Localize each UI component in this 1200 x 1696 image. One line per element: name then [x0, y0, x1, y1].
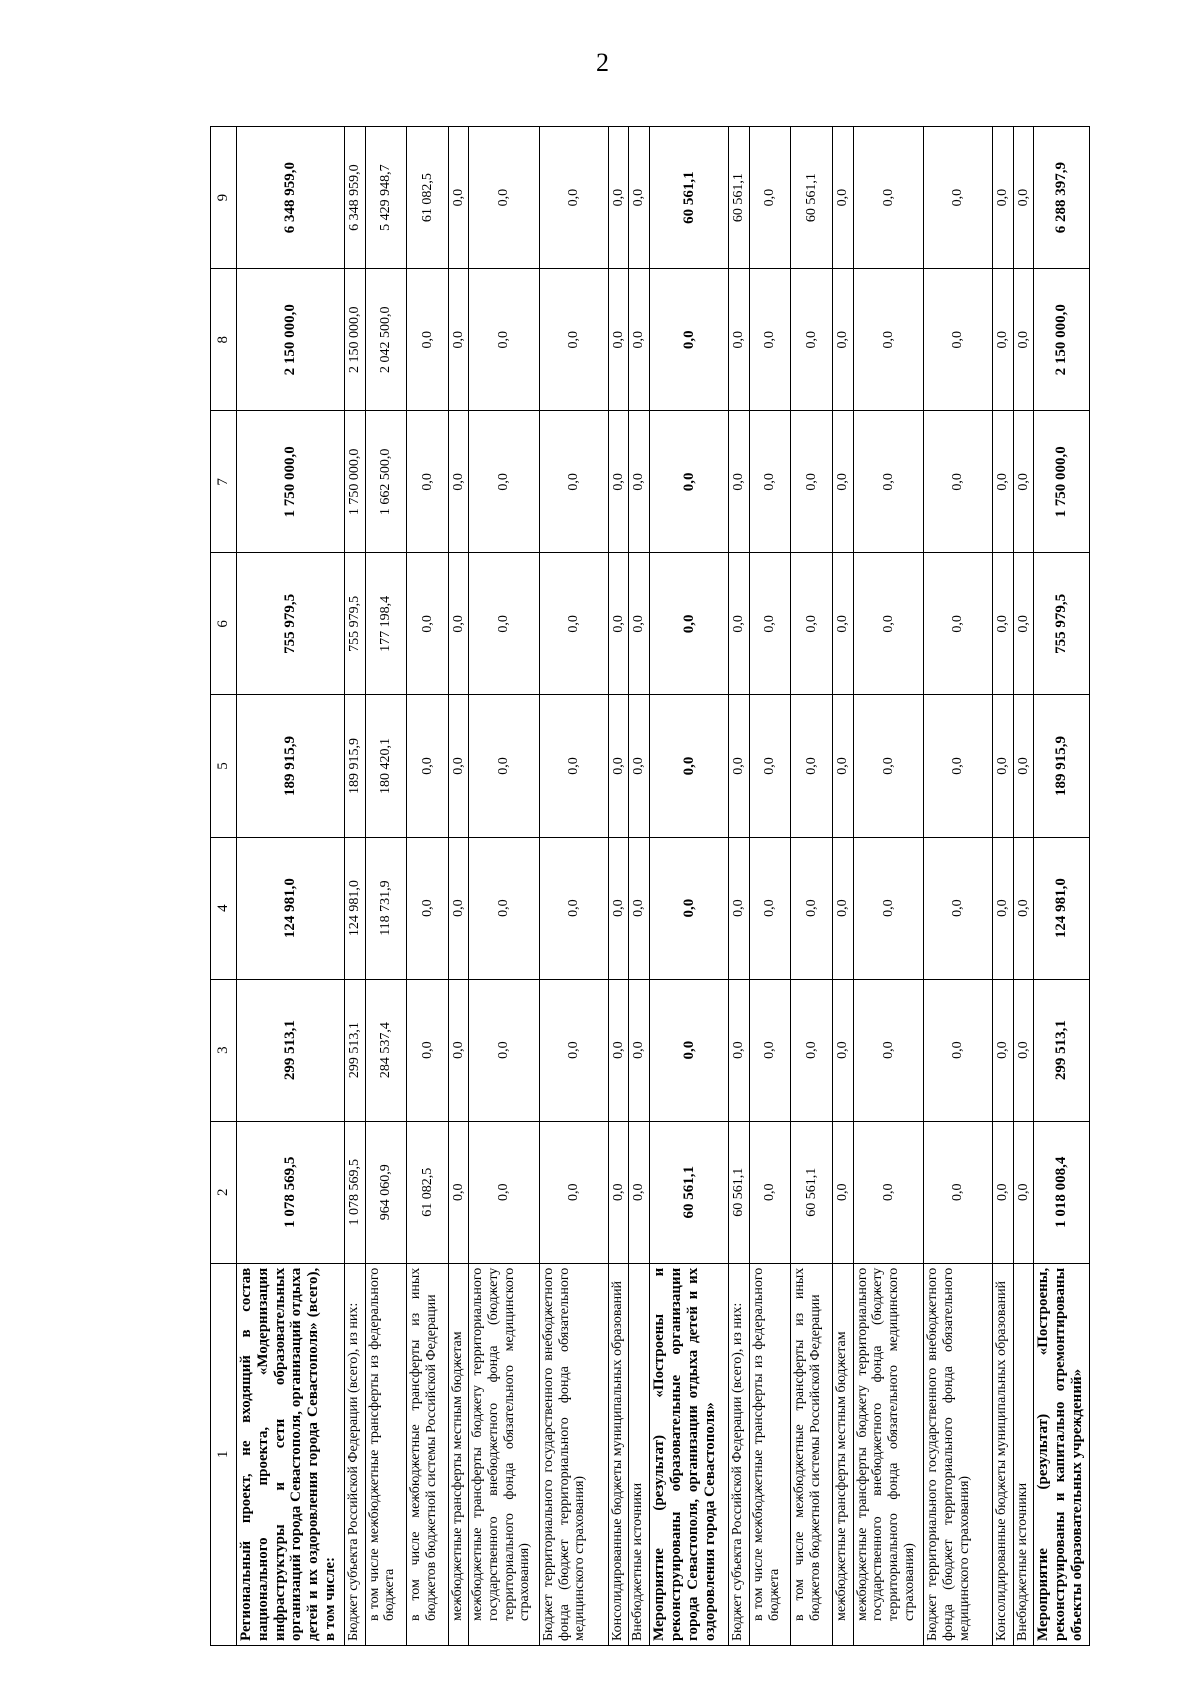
value-cell: 0,0 — [791, 979, 833, 1121]
value-cell: 0,0 — [1013, 127, 1034, 269]
value-cell: 0,0 — [448, 127, 469, 269]
value-cell: 0,0 — [650, 979, 729, 1121]
value-cell: 0,0 — [629, 695, 650, 837]
header-cell: 9 — [211, 127, 237, 269]
header-cell: 7 — [211, 411, 237, 553]
value-cell: 0,0 — [1013, 837, 1034, 979]
table-row — [540, 127, 609, 1646]
value-cell: 0,0 — [832, 837, 853, 979]
value-cell: 0,0 — [469, 269, 540, 411]
header-cell: 8 — [211, 269, 237, 411]
value-cell: 0,0 — [832, 269, 853, 411]
value-cell: 299 513,1 — [344, 979, 365, 1121]
value-cell: 0,0 — [791, 837, 833, 979]
value-cell: 2 150 000,0 — [237, 269, 345, 411]
value-cell: 0,0 — [650, 837, 729, 979]
value-cell: 0,0 — [407, 837, 449, 979]
value-cell: 0,0 — [791, 269, 833, 411]
value-cell: 0,0 — [608, 127, 629, 269]
value-cell: 0,0 — [469, 553, 540, 695]
header-cell: 6 — [211, 553, 237, 695]
value-cell: 755 979,5 — [237, 553, 345, 695]
value-cell: 0,0 — [924, 979, 993, 1121]
row-label: межбюджетные трансферты местным бюджетам — [832, 1263, 853, 1645]
value-cell: 0,0 — [469, 837, 540, 979]
value-cell: 0,0 — [924, 1121, 993, 1263]
value-cell: 1 018 008,4 — [1034, 1121, 1090, 1263]
table-row — [448, 127, 469, 1646]
value-cell: 0,0 — [469, 127, 540, 269]
value-cell: 0,0 — [832, 695, 853, 837]
table-row — [791, 127, 833, 1646]
value-cell: 0,0 — [853, 1121, 924, 1263]
value-cell: 0,0 — [608, 1121, 629, 1263]
value-cell: 0,0 — [407, 553, 449, 695]
value-cell: 0,0 — [853, 127, 924, 269]
table-row — [992, 127, 1013, 1646]
table-row — [237, 127, 345, 1646]
value-cell: 0,0 — [924, 411, 993, 553]
value-cell: 0,0 — [540, 127, 609, 269]
value-cell: 0,0 — [650, 695, 729, 837]
value-cell: 0,0 — [924, 553, 993, 695]
value-cell: 0,0 — [608, 411, 629, 553]
value-cell: 0,0 — [832, 979, 853, 1121]
value-cell: 0,0 — [608, 837, 629, 979]
value-cell: 0,0 — [1013, 411, 1034, 553]
row-label: Консолидированные бюджеты муниципальных образований — [992, 1263, 1013, 1645]
value-cell: 0,0 — [924, 269, 993, 411]
table-row — [729, 127, 750, 1646]
value-cell: 0,0 — [608, 979, 629, 1121]
value-cell: 0,0 — [832, 1121, 853, 1263]
table-row — [650, 127, 729, 1646]
row-label: межбюджетные трансферты бюджету территориального государственного внебюджетного фонда (бюджету территориального фонда обязательного медицинского страхования) — [853, 1263, 924, 1645]
row-label: межбюджетные трансферты бюджету территориального государственного внебюджетного фонда (бюджету территориального фонда обязательного медицинского страхования) — [469, 1263, 540, 1645]
value-cell: 0,0 — [729, 979, 750, 1121]
value-cell: 0,0 — [629, 553, 650, 695]
value-cell: 0,0 — [992, 979, 1013, 1121]
value-cell: 0,0 — [832, 411, 853, 553]
value-cell: 0,0 — [729, 553, 750, 695]
table-row — [924, 127, 993, 1646]
value-cell: 1 750 000,0 — [237, 411, 345, 553]
value-cell: 0,0 — [469, 979, 540, 1121]
table-row — [629, 127, 650, 1646]
header-cell: 3 — [211, 979, 237, 1121]
table-row — [1034, 127, 1090, 1646]
value-cell: 755 979,5 — [1034, 553, 1090, 695]
value-cell: 60 561,1 — [650, 1121, 729, 1263]
value-cell: 0,0 — [992, 127, 1013, 269]
value-cell: 0,0 — [749, 411, 791, 553]
value-cell: 0,0 — [924, 837, 993, 979]
value-cell: 0,0 — [650, 411, 729, 553]
value-cell: 0,0 — [629, 979, 650, 1121]
value-cell: 0,0 — [832, 553, 853, 695]
value-cell: 0,0 — [407, 411, 449, 553]
table-body — [237, 127, 1090, 1646]
value-cell: 0,0 — [1013, 695, 1034, 837]
value-cell: 0,0 — [924, 127, 993, 269]
row-label: Бюджет территориального государственного внебюджетного фонда (бюджет территориального фонда обязательного медицинского страхования) — [924, 1263, 993, 1645]
value-cell: 964 060,9 — [365, 1121, 407, 1263]
value-cell: 0,0 — [992, 269, 1013, 411]
value-cell: 0,0 — [540, 837, 609, 979]
header-cell: 4 — [211, 837, 237, 979]
value-cell: 0,0 — [853, 269, 924, 411]
value-cell: 755 979,5 — [344, 553, 365, 695]
value-cell: 189 915,9 — [344, 695, 365, 837]
value-cell: 0,0 — [629, 837, 650, 979]
value-cell: 6 348 959,0 — [237, 127, 345, 269]
value-cell: 0,0 — [729, 411, 750, 553]
value-cell: 177 198,4 — [365, 553, 407, 695]
value-cell: 0,0 — [992, 553, 1013, 695]
value-cell: 0,0 — [469, 411, 540, 553]
value-cell: 1 078 569,5 — [237, 1121, 345, 1263]
value-cell: 0,0 — [1013, 979, 1034, 1121]
value-cell: 61 082,5 — [407, 1121, 449, 1263]
value-cell: 0,0 — [791, 553, 833, 695]
value-cell: 0,0 — [791, 695, 833, 837]
value-cell: 284 537,4 — [365, 979, 407, 1121]
value-cell: 0,0 — [749, 1121, 791, 1263]
table-row — [749, 127, 791, 1646]
row-label: в том числе межбюджетные трансферты из федерального бюджета — [365, 1263, 407, 1645]
value-cell: 124 981,0 — [237, 837, 345, 979]
row-label: межбюджетные трансферты местным бюджетам — [448, 1263, 469, 1645]
value-cell: 0,0 — [791, 411, 833, 553]
value-cell: 124 981,0 — [344, 837, 365, 979]
value-cell: 0,0 — [650, 553, 729, 695]
value-cell: 0,0 — [448, 979, 469, 1121]
value-cell: 0,0 — [448, 837, 469, 979]
value-cell: 0,0 — [853, 553, 924, 695]
table-row — [469, 127, 540, 1646]
value-cell: 0,0 — [540, 1121, 609, 1263]
table-row — [407, 127, 449, 1646]
value-cell: 0,0 — [448, 553, 469, 695]
value-cell: 2 150 000,0 — [1034, 269, 1090, 411]
value-cell: 2 042 500,0 — [365, 269, 407, 411]
value-cell: 0,0 — [629, 411, 650, 553]
value-cell: 0,0 — [448, 1121, 469, 1263]
value-cell: 0,0 — [540, 695, 609, 837]
value-cell: 60 561,1 — [729, 1121, 750, 1263]
row-label: Внебюджетные источники — [629, 1263, 650, 1645]
row-label: Региональный проект, не входящий в состав национального проекта, «Модернизация инфраструктуры и сети образовательных организаций города Севастополя, организаций отдыха детей и их оздоровления города Севастополя» (всего), в том числе: — [237, 1263, 345, 1645]
value-cell: 0,0 — [853, 979, 924, 1121]
value-cell: 1 078 569,5 — [344, 1121, 365, 1263]
row-label: Бюджет субъекта Российской Федерации (всего), из них: — [344, 1263, 365, 1645]
value-cell: 0,0 — [924, 695, 993, 837]
value-cell: 5 429 948,7 — [365, 127, 407, 269]
value-cell: 0,0 — [448, 411, 469, 553]
table-row — [365, 127, 407, 1646]
value-cell: 0,0 — [448, 269, 469, 411]
row-label: в том числе межбюджетные трансферты из иных бюджетов бюджетной системы Российской Федерации — [791, 1263, 833, 1645]
row-label: Мероприятие (результат) «Построены, реконструированы и капитально отремонтированы объекты образовательных учреждений» — [1034, 1263, 1090, 1645]
value-cell: 0,0 — [749, 553, 791, 695]
value-cell: 180 420,1 — [365, 695, 407, 837]
value-cell: 0,0 — [540, 553, 609, 695]
value-cell: 0,0 — [540, 411, 609, 553]
table-row — [344, 127, 365, 1646]
table-row — [832, 127, 853, 1646]
value-cell: 0,0 — [608, 553, 629, 695]
value-cell: 61 082,5 — [407, 127, 449, 269]
value-cell: 6 288 397,9 — [1034, 127, 1090, 269]
value-cell: 0,0 — [540, 269, 609, 411]
table-row — [1013, 127, 1034, 1646]
value-cell: 0,0 — [629, 1121, 650, 1263]
value-cell: 118 731,9 — [365, 837, 407, 979]
row-label: Бюджет территориального государственного внебюджетного фонда (бюджет территориального фонда обязательного медицинского страхования) — [540, 1263, 609, 1645]
value-cell: 0,0 — [407, 979, 449, 1121]
budget-table — [210, 126, 1090, 1646]
value-cell: 0,0 — [749, 127, 791, 269]
row-label: в том числе межбюджетные трансферты из федерального бюджета — [749, 1263, 791, 1645]
value-cell: 0,0 — [540, 979, 609, 1121]
value-cell: 0,0 — [1013, 1121, 1034, 1263]
value-cell: 60 561,1 — [791, 1121, 833, 1263]
value-cell: 60 561,1 — [729, 127, 750, 269]
row-label: Бюджет субъекта Российской Федерации (всего), из них: — [729, 1263, 750, 1645]
value-cell: 0,0 — [448, 695, 469, 837]
page-number: 2 — [596, 48, 609, 77]
value-cell: 0,0 — [992, 837, 1013, 979]
row-label: Консолидированные бюджеты муниципальных образований — [608, 1263, 629, 1645]
value-cell: 189 915,9 — [237, 695, 345, 837]
value-cell: 0,0 — [407, 695, 449, 837]
value-cell: 299 513,1 — [1034, 979, 1090, 1121]
value-cell: 0,0 — [1013, 269, 1034, 411]
value-cell: 6 348 959,0 — [344, 127, 365, 269]
value-cell: 0,0 — [469, 1121, 540, 1263]
value-cell: 0,0 — [629, 269, 650, 411]
value-cell: 0,0 — [469, 695, 540, 837]
value-cell: 0,0 — [853, 411, 924, 553]
value-cell: 299 513,1 — [237, 979, 345, 1121]
value-cell: 0,0 — [853, 695, 924, 837]
row-label: Мероприятие (результат) «Построены и реконструированы образовательные организации города Севастополя, организации отдыха детей и их оздоровления города Севастополя» — [650, 1263, 729, 1645]
value-cell: 0,0 — [749, 269, 791, 411]
value-cell: 0,0 — [992, 695, 1013, 837]
value-cell: 1 662 500,0 — [365, 411, 407, 553]
value-cell: 124 981,0 — [1034, 837, 1090, 979]
header-cell: 1 — [211, 1263, 237, 1645]
value-cell: 0,0 — [729, 695, 750, 837]
value-cell: 0,0 — [608, 269, 629, 411]
rotated-table-container — [210, 126, 1090, 1646]
value-cell: 60 561,1 — [650, 127, 729, 269]
value-cell: 60 561,1 — [791, 127, 833, 269]
table-row — [853, 127, 924, 1646]
value-cell: 0,0 — [650, 269, 729, 411]
row-label: Внебюджетные источники — [1013, 1263, 1034, 1645]
value-cell: 2 150 000,0 — [344, 269, 365, 411]
value-cell: 0,0 — [749, 695, 791, 837]
row-label: в том числе межбюджетные трансферты из иных бюджетов бюджетной системы Российской Федерации — [407, 1263, 449, 1645]
value-cell: 0,0 — [853, 837, 924, 979]
value-cell: 0,0 — [1013, 553, 1034, 695]
value-cell: 0,0 — [407, 269, 449, 411]
header-cell: 2 — [211, 1121, 237, 1263]
value-cell: 1 750 000,0 — [344, 411, 365, 553]
value-cell: 0,0 — [992, 411, 1013, 553]
value-cell: 0,0 — [729, 269, 750, 411]
value-cell: 0,0 — [749, 837, 791, 979]
value-cell: 0,0 — [729, 837, 750, 979]
table-row — [608, 127, 629, 1646]
value-cell: 0,0 — [832, 127, 853, 269]
header-row — [211, 127, 237, 1646]
value-cell: 0,0 — [608, 695, 629, 837]
header-cell: 5 — [211, 695, 237, 837]
value-cell: 0,0 — [629, 127, 650, 269]
value-cell: 0,0 — [992, 1121, 1013, 1263]
value-cell: 0,0 — [749, 979, 791, 1121]
value-cell: 189 915,9 — [1034, 695, 1090, 837]
value-cell: 1 750 000,0 — [1034, 411, 1090, 553]
